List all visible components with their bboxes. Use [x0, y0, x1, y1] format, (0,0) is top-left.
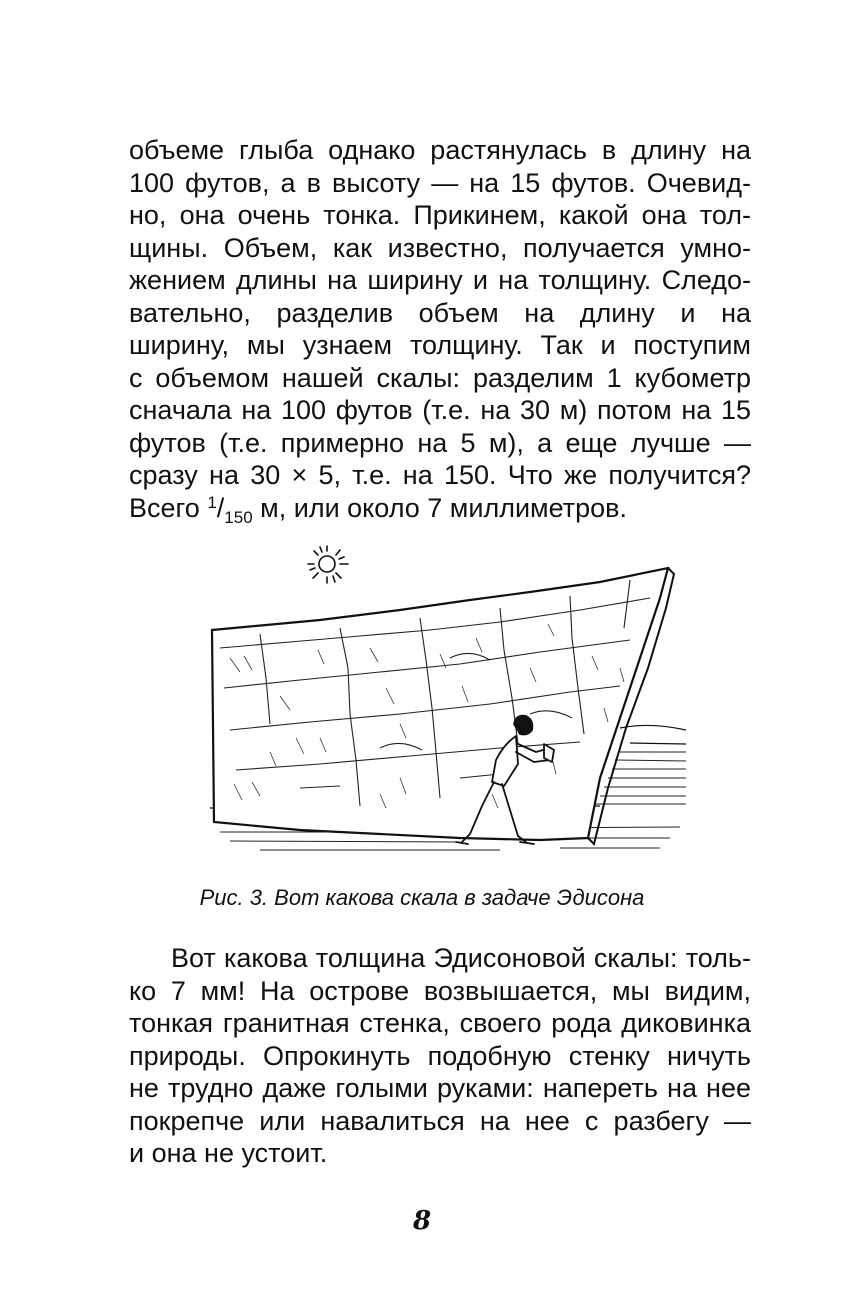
text-line: тонкая гранитная стенка, своего рода диковинка	[129, 1008, 751, 1038]
text-line-fraction	[129, 492, 751, 525]
text-line: Вот какова толщина Эдисоновой скалы: толь-	[171, 943, 751, 973]
sun-icon	[308, 546, 348, 583]
text-line: покрепче или навалиться на нее с разбегу —	[129, 1105, 751, 1136]
paragraph-1	[129, 134, 751, 527]
figure-caption: Рис. 3. Вот какова скала в задаче Эдисона	[199, 885, 645, 910]
text-fragment: м, или около 7 миллиметров.	[252, 492, 627, 523]
text-line: и она не устоит.	[129, 1138, 328, 1168]
fraction-numerator: 1	[207, 492, 217, 512]
text-line: ко 7 мм! На острове возвышается, мы видим,	[129, 975, 751, 1006]
text-line: сначала на 100 футов (т.е. на 30 м) потом на 15	[129, 395, 751, 425]
text-line: футов (т.е. примерно на 5 м), а еще лучше —	[129, 427, 751, 458]
illustration-rock	[200, 538, 686, 860]
text-fragment: Всего	[129, 492, 208, 523]
text-line: сразу на 30 × 5, т.е. на 150. Что же получится?	[129, 460, 751, 490]
page-number: 8	[412, 1206, 432, 1236]
text-line: не трудно даже голыми руками: напереть на нее	[129, 1073, 751, 1103]
text-line: 100 футов, а в высоту — на 15 футов. Очевид-	[129, 167, 751, 198]
text-line: ширину, мы узнаем толщину. Так и поступим	[129, 330, 751, 360]
text-line: природы. Опрокинуть подобную стенку ничуть	[129, 1040, 751, 1071]
text-line: вательно, разделив объем на длину и на	[129, 297, 751, 328]
rock-slab	[212, 568, 674, 844]
fraction-slash: /	[216, 492, 225, 523]
text-line: но, она очень тонка. Прикинем, какой она тол-	[129, 200, 751, 230]
rock-drawing	[200, 538, 686, 860]
text-line: щины. Объем, как известно, получается умно-	[129, 232, 751, 263]
text-line: с объемом нашей скалы: разделим 1 кубометр	[129, 362, 751, 393]
text-line: жением длины на ширину и на толщину. Следо-	[129, 265, 751, 295]
fraction-denominator: 150	[224, 507, 253, 527]
paragraph-2	[129, 942, 751, 1170]
text-line: объеме глыба однако растянулась в длину на	[129, 135, 751, 165]
